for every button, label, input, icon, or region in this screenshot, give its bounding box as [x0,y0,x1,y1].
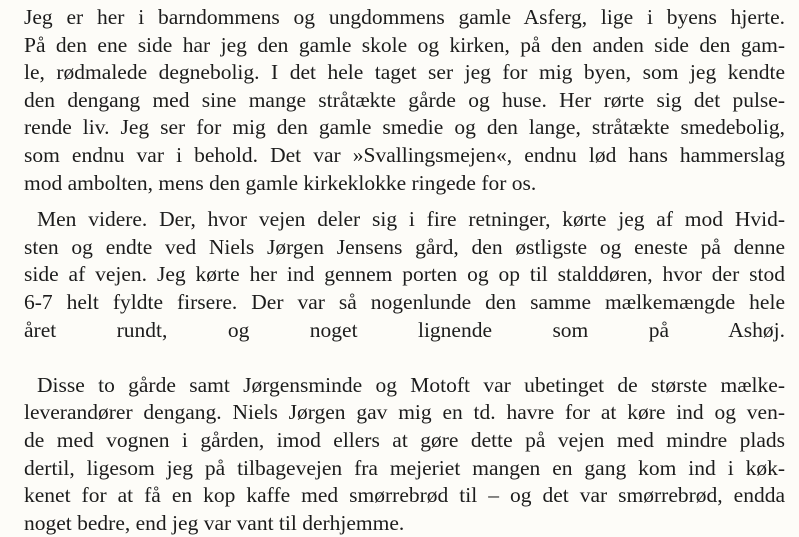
text-line: dertil, ligesom jeg på tilbagevejen fra mejeriet mangen en gang kom ind i køk- [24,455,785,480]
text-line: noget bedre, end jeg var vant til derhjemme. [24,510,405,535]
text-line: den dengang med sine mange stråtækte gårde og huse. Her rørte sig det pulse- [24,87,785,112]
text-line: mod ambolten, mens den gamle kirkeklokke ringede for os. [24,170,537,195]
text-line: rende liv. Jeg ser for mig den gamle smedie og den lange, stråtækte smedebolig, [24,115,785,140]
paragraph-3 [24,372,785,537]
text-line: leverandører dengang. Niels Jørgen gav mig en td. havre for at køre ind og ven- [24,400,785,425]
text-line: side af vejen. Jeg kørte her ind gennem porten og op til stalddøren, hvor der stod [24,262,785,287]
paragraph-2 [24,206,785,372]
paragraph-1 [24,4,785,197]
text-line: kenet for at få en kop kaffe med smørrebrød til – og det var smørrebrød, endda [24,483,785,508]
text-line: de med vognen i gården, imod ellers at gøre dette på vejen med mindre plads [24,427,785,452]
text-line: sten og endte ved Niels Jørgen Jensens gård, den østligste og eneste på denne [24,234,785,259]
text-line [24,344,785,372]
paragraph-gap [24,197,785,206]
text-line: Jeg er her i barndommens og ungdommens gamle Asferg, lige i byens hjerte. [24,5,785,29]
text-line: Men videre. Der, hvor vejen deler sig i fire retninger, kørte jeg af mod Hvid- [37,207,785,232]
text-line: som endnu var i behold. Det var »Svallingsmejen«, endnu lød hans hammerslag [24,142,785,167]
text-line: 6-7 helt fyldte firsere. Der var så nogenlunde den samme mælkemængde hele [24,289,785,314]
text-line: året rundt, og noget lignende som på Ashøj. [24,317,785,342]
text-line: Disse to gårde samt Jørgensminde og Motoft var ubetinget de største mælke- [37,372,785,397]
text-line: På den ene side har jeg den gamle skole og kirken, på den anden side den gam- [24,32,785,57]
text-line: le, rødmalede degnebolig. I det hele taget ser jeg for mig byen, som jeg kendte [24,60,785,85]
